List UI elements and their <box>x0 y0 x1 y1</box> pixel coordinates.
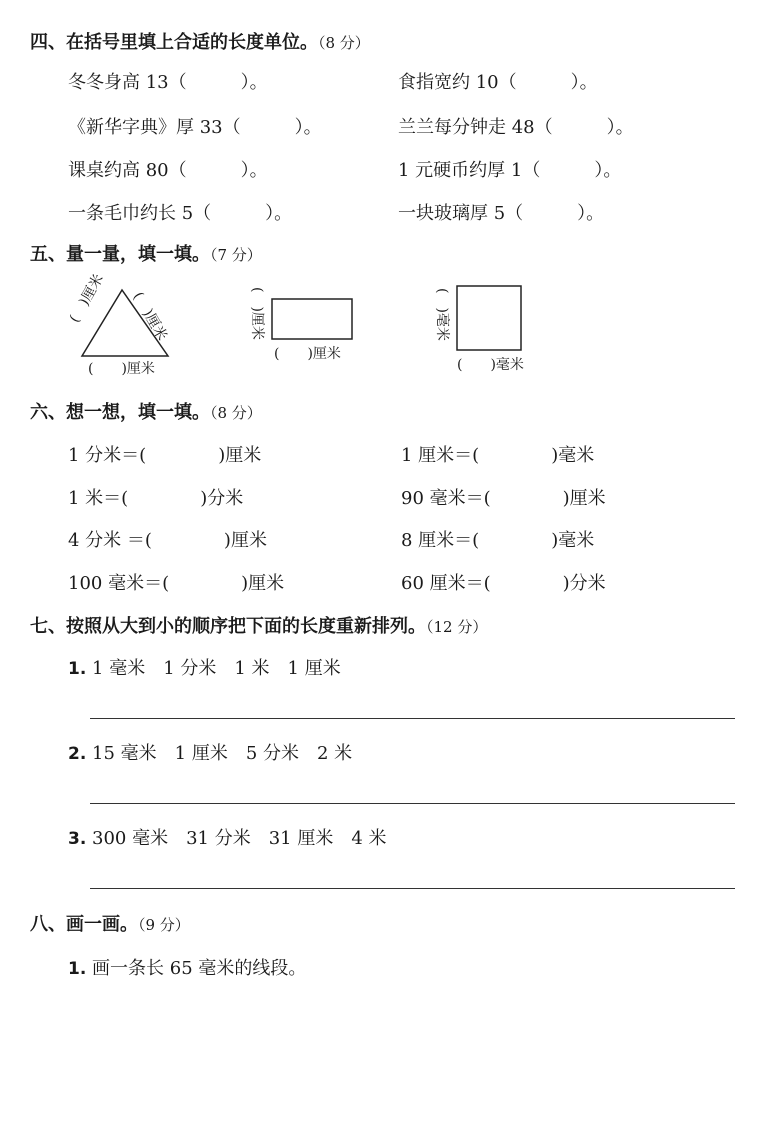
triangle-right-label: ( )厘米 <box>129 289 170 344</box>
question-item: 食指宽约 10（ ）。 <box>398 72 598 93</box>
section-points: （9 分） <box>138 916 190 934</box>
section-4-title <box>30 28 370 54</box>
triangle-bottom-label: ( )厘米 <box>88 361 155 377</box>
question-item: 1 米＝( )分米 <box>68 488 244 509</box>
section-7-title <box>30 612 487 638</box>
triangle-left-label: ( )厘米 <box>66 271 107 326</box>
question-item: 1 分米＝( )厘米 <box>68 445 262 466</box>
rectangle-figure <box>250 285 360 375</box>
sort-question <box>68 739 352 765</box>
question-item: 1 元硬币约厚 1（ ）。 <box>398 160 622 181</box>
section-title-text: 四、在括号里填上合适的长度单位。 <box>30 32 318 53</box>
question-item: 1 厘米＝( )毫米 <box>401 445 595 466</box>
square-bottom-label: ( )毫米 <box>457 357 524 373</box>
square-figure <box>435 282 545 378</box>
question-item: 90 毫米＝( )厘米 <box>401 488 606 509</box>
section-points: （12 分） <box>426 618 488 636</box>
question-item: 4 分米 ＝( )厘米 <box>68 530 267 551</box>
section-title-text: 八、画一画。 <box>30 914 138 935</box>
section-8-title <box>30 910 190 936</box>
question-item: 课桌约高 80（ ）。 <box>68 160 268 181</box>
section-points: （8 分） <box>210 404 262 422</box>
answer-line[interactable] <box>90 803 735 804</box>
question-text: 1 毫米 1 分米 1 米 1 厘米 <box>92 658 341 679</box>
question-text: 画一条长 65 毫米的线段。 <box>92 958 307 979</box>
section-title-text: 六、想一想，填一填。 <box>30 402 210 423</box>
answer-line[interactable] <box>90 888 735 889</box>
question-item: 一块玻璃厚 5（ ）。 <box>398 203 605 224</box>
answer-line[interactable] <box>90 718 735 719</box>
draw-question <box>68 954 306 980</box>
rectangle-side-label: ( )厘米 <box>249 287 265 340</box>
section-title-text: 七、按照从大到小的顺序把下面的长度重新排列。 <box>30 616 426 637</box>
triangle-figure <box>62 271 192 380</box>
question-item: 100 毫米＝( )厘米 <box>68 573 285 594</box>
question-item: 兰兰每分钟走 48（ ）。 <box>398 117 634 138</box>
rectangle-bottom-label: ( )厘米 <box>274 346 341 362</box>
square-side-label: ( )毫米 <box>434 288 450 341</box>
question-number: 1. <box>68 659 87 679</box>
question-item: 《新华字典》厚 33（ ）。 <box>68 117 322 138</box>
question-item: 一条毛巾约长 5（ ）。 <box>68 203 293 224</box>
section-6-title <box>30 398 262 424</box>
question-number: 3. <box>68 829 87 849</box>
question-item: 冬冬身高 13（ ）。 <box>68 72 268 93</box>
question-number: 1. <box>68 959 87 979</box>
sort-question <box>68 824 387 850</box>
section-5-title <box>30 240 262 266</box>
question-number: 2. <box>68 744 87 764</box>
section-points: （7 分） <box>210 246 262 264</box>
question-text: 15 毫米 1 厘米 5 分米 2 米 <box>92 743 353 764</box>
section-points: （8 分） <box>318 34 370 52</box>
drawing-area[interactable] <box>68 990 728 1100</box>
question-text: 300 毫米 31 分米 31 厘米 4 米 <box>92 828 387 849</box>
question-item: 60 厘米＝( )分米 <box>401 573 606 594</box>
question-item: 8 厘米＝( )毫米 <box>401 530 595 551</box>
sort-question <box>68 654 341 680</box>
section-title-text: 五、量一量，填一填。 <box>30 244 210 265</box>
